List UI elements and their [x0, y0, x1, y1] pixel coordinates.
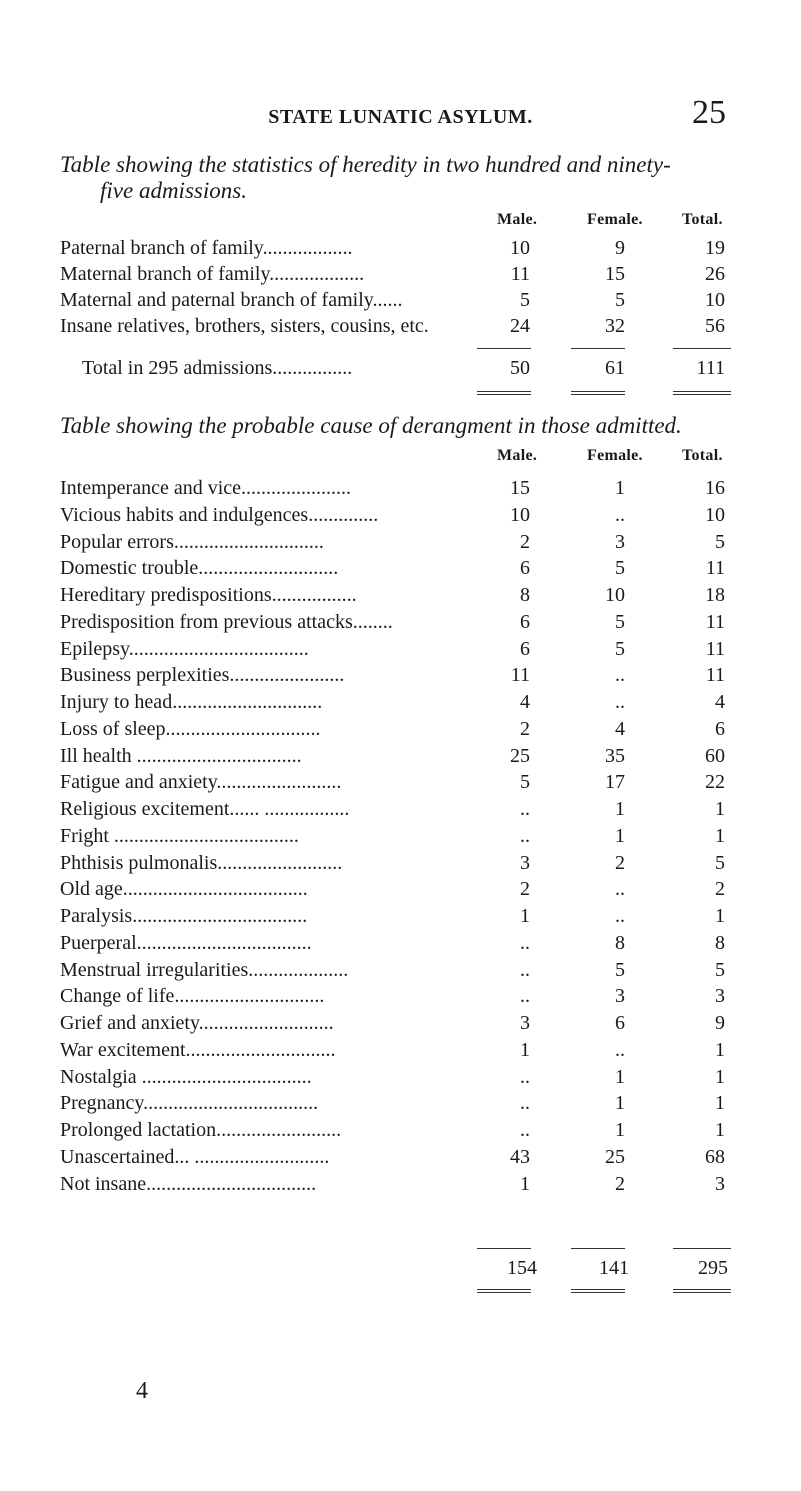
total-value: 11: [705, 557, 725, 580]
female-value: 1: [615, 1065, 625, 1088]
row-label: Menstrual irregularities....................: [60, 958, 349, 981]
male-value: 6: [520, 557, 530, 580]
row-label: Insane relatives, brothers, sisters, cousins, etc.: [60, 315, 429, 337]
grand-total: 111: [696, 357, 725, 379]
row-label: Religious excitement...... .................: [60, 798, 350, 820]
female-value: 1: [615, 1092, 625, 1115]
total-value: 19: [705, 237, 725, 259]
female-value: 8: [615, 931, 625, 954]
table1-rule-male: [477, 348, 531, 349]
female-value: 5: [615, 610, 625, 633]
male-value: 25: [510, 744, 530, 767]
row-label: Puerperal...................................: [60, 931, 312, 954]
female-value: 3: [615, 985, 625, 1008]
male-value: ..: [520, 958, 530, 981]
total-value: 11: [705, 610, 725, 633]
row-label: War excitement..............................: [60, 1038, 336, 1061]
table2-row: [0, 611, 801, 637]
male-value: 6: [520, 610, 530, 633]
table1-col-male: Male.: [497, 211, 538, 228]
female-value: 1: [615, 1119, 625, 1141]
table1-row: [0, 315, 801, 341]
male-value: ..: [520, 1119, 530, 1141]
row-label: Nostalgia ..................................: [60, 1065, 312, 1088]
female-value: 25: [605, 1145, 625, 1168]
male-value: ..: [520, 824, 530, 847]
table2-row: [0, 1119, 801, 1145]
male-value: 3: [520, 1012, 530, 1034]
male-value: ..: [520, 798, 530, 820]
male-value: 10: [510, 503, 530, 526]
table2-row: [0, 1146, 801, 1172]
row-label: Old age.....................................: [60, 878, 308, 901]
total-value: 11: [705, 637, 725, 660]
female-value: ..: [615, 503, 625, 526]
table2-row: [0, 852, 801, 878]
page-number: 25: [692, 94, 726, 131]
table1-row: [0, 289, 801, 315]
male-value: 2: [520, 717, 530, 740]
female-value: 10: [605, 584, 625, 606]
total-value: 60: [705, 744, 725, 767]
row-label: Loss of sleep...............................: [60, 717, 321, 740]
total-value: 5: [715, 851, 725, 874]
table2-rule-male: [477, 1248, 531, 1249]
table2-row: [0, 638, 801, 664]
female-value: 5: [615, 958, 625, 981]
row-label: Business perplexities.......................: [60, 664, 345, 687]
male-value: 2: [520, 530, 530, 553]
total-value: 6: [715, 717, 725, 740]
table2-row: [0, 1012, 801, 1038]
table2-row: [0, 584, 801, 610]
table2-row: [0, 664, 801, 690]
male-value: 4: [520, 691, 530, 713]
male-value: ..: [520, 1065, 530, 1088]
row-label: Pregnancy...................................: [60, 1092, 319, 1115]
table2-row: [0, 1173, 801, 1199]
running-head: [0, 94, 801, 134]
female-value: 4: [615, 717, 625, 740]
table2-col-male: Male.: [497, 447, 538, 464]
total-value: 1: [715, 824, 725, 847]
total-value: 11: [705, 664, 725, 687]
total-value: 1: [715, 905, 725, 927]
table2-row: [0, 959, 801, 985]
table2-rule-total: [673, 1248, 731, 1249]
table2-double-rule-female: [571, 1289, 625, 1290]
row-label: Unascertained... ...........................: [60, 1145, 330, 1168]
table1-col-total: Total.: [682, 211, 723, 228]
row-label: Injury to head..............................: [60, 691, 323, 713]
row-label: Predisposition from previous attacks........: [60, 610, 393, 633]
female-value: 35: [605, 744, 625, 767]
total-value: 1: [715, 1092, 725, 1115]
female-value: 17: [605, 771, 625, 794]
female-value: 32: [605, 315, 625, 337]
table2-rule-female: [571, 1248, 625, 1249]
female-value: 2: [615, 1172, 625, 1195]
table2-row: [0, 477, 801, 503]
male-value: 11: [510, 263, 530, 285]
total-value: 3: [715, 985, 725, 1008]
female-value: 2: [615, 851, 625, 874]
table1-title-line1: Table showing the statistics of heredity in two hundred and ninety-: [60, 152, 671, 177]
female-value: 9: [615, 237, 625, 259]
total-value: 5: [715, 958, 725, 981]
male-value: 6: [520, 637, 530, 660]
male-value: ..: [520, 931, 530, 954]
table1-row: [0, 237, 801, 263]
male-value: 43: [510, 1145, 530, 1168]
male-value: 5: [520, 289, 530, 311]
table2-row: [0, 985, 801, 1011]
male-value: 10: [510, 237, 530, 259]
male-value: 2: [520, 878, 530, 901]
female-value: ..: [615, 905, 625, 927]
total-value: 26: [705, 263, 725, 285]
table1-double-rule-total: [673, 391, 731, 392]
table2-row: [0, 878, 801, 904]
total-label: Total in 295 admissions................: [82, 357, 353, 379]
male-value: 1: [520, 1172, 530, 1195]
table1-rule-female: [571, 348, 625, 349]
male-value: ..: [520, 1092, 530, 1115]
female-value: 3: [615, 530, 625, 553]
table2-row: [0, 1066, 801, 1092]
total-value: 10: [705, 289, 725, 311]
male-value: 1: [520, 905, 530, 927]
row-label: Grief and anxiety...........................: [60, 1012, 334, 1034]
female-value: 1: [615, 798, 625, 820]
total-value: 18: [705, 584, 725, 606]
table2-title: Table showing the probable cause of derangment in those admitted.: [60, 413, 682, 438]
table1-total-row: [0, 357, 801, 383]
row-label: Domestic trouble............................: [60, 557, 339, 580]
female-value: 5: [615, 557, 625, 580]
table2-row: [0, 1092, 801, 1118]
row-label: Ill health .................................: [60, 744, 302, 767]
female-value: 6: [615, 1012, 625, 1034]
table2-row: [0, 932, 801, 958]
male-value: 1: [520, 1038, 530, 1061]
table2-total-row: [0, 1257, 801, 1283]
table1-title-line2: five admissions.: [100, 178, 247, 203]
table2-row: [0, 718, 801, 744]
male-value: 5: [520, 771, 530, 794]
total-value: 5: [715, 530, 725, 553]
table1-double-rule-male: [477, 391, 531, 392]
total-value: 1: [715, 1065, 725, 1088]
row-label: Not insane..................................: [60, 1172, 317, 1195]
total-value: 56: [705, 315, 725, 337]
table2-row: [0, 531, 801, 557]
row-label: Hereditary predispositions.................: [60, 584, 357, 606]
row-label: Maternal and paternal branch of family......: [60, 289, 403, 311]
total-value: 68: [705, 1145, 725, 1168]
table2-double-rule-male: [477, 1289, 531, 1290]
table2-row: [0, 691, 801, 717]
male-value: 15: [510, 477, 530, 499]
female-value: 1: [615, 824, 625, 847]
total-value: 16: [705, 477, 725, 499]
female-value: ..: [615, 878, 625, 901]
female-value: 1: [615, 477, 625, 499]
total-value: 22: [705, 771, 725, 794]
table2-double-rule-total: [673, 1289, 731, 1290]
table1-double-rule-female: [571, 391, 625, 392]
table1-col-female: Female.: [587, 211, 643, 228]
total-value: 10: [705, 503, 725, 526]
row-label: Paternal branch of family..................: [60, 237, 353, 259]
row-label: Vicious habits and indulgences..............: [60, 503, 379, 526]
female-value: 5: [615, 637, 625, 660]
total-value: 3: [715, 1172, 725, 1195]
total-value: 1: [715, 1038, 725, 1061]
male-value: 8: [520, 584, 530, 606]
row-label: Maternal branch of family...................: [60, 263, 365, 285]
female-value: 5: [615, 289, 625, 311]
male-value: 3: [520, 851, 530, 874]
female-total: 141: [599, 1257, 629, 1279]
total-value: 2: [715, 878, 725, 901]
table2-col-female: Female.: [587, 447, 643, 464]
table2-col-total: Total.: [682, 447, 723, 464]
total-value: 4: [715, 691, 725, 713]
female-total: 61: [605, 357, 625, 379]
female-value: ..: [615, 664, 625, 687]
table2-row: [0, 798, 801, 824]
table2-row: [0, 1039, 801, 1065]
table1-rule-total: [673, 348, 731, 349]
female-value: 15: [605, 263, 625, 285]
table2-row: [0, 557, 801, 583]
male-value: 11: [510, 664, 530, 687]
table1-title: [60, 152, 671, 204]
male-total: 154: [507, 1257, 537, 1279]
row-label: Popular errors..............................: [60, 530, 324, 553]
male-value: ..: [520, 985, 530, 1008]
row-label: Phthisis pulmonalis.........................: [60, 851, 343, 874]
row-label: Change of life..............................: [60, 985, 325, 1008]
table2-row: [0, 504, 801, 530]
row-label: Paralysis...................................: [60, 905, 308, 927]
female-value: ..: [615, 1038, 625, 1061]
row-label: Prolonged lactation.........................: [60, 1119, 342, 1141]
table2-row: [0, 905, 801, 931]
male-value: 24: [510, 315, 530, 337]
table2-row: [0, 825, 801, 851]
signature-mark: 4: [136, 1378, 148, 1404]
total-value: 9: [715, 1012, 725, 1034]
row-label: Fatigue and anxiety.........................: [60, 771, 342, 794]
row-label: Epilepsy....................................: [60, 637, 309, 660]
total-value: 1: [715, 798, 725, 820]
total-value: 8: [715, 931, 725, 954]
row-label: Fright .....................................: [60, 824, 299, 847]
grand-total: 295: [698, 1257, 728, 1279]
total-value: 1: [715, 1119, 725, 1141]
running-title: STATE LUNATIC ASYLUM.: [268, 106, 533, 128]
table2-row: [0, 745, 801, 771]
male-total: 50: [510, 357, 530, 379]
female-value: ..: [615, 691, 625, 713]
table1-row: [0, 263, 801, 289]
row-label: Intemperance and vice......................: [60, 477, 352, 499]
table2-row: [0, 771, 801, 797]
